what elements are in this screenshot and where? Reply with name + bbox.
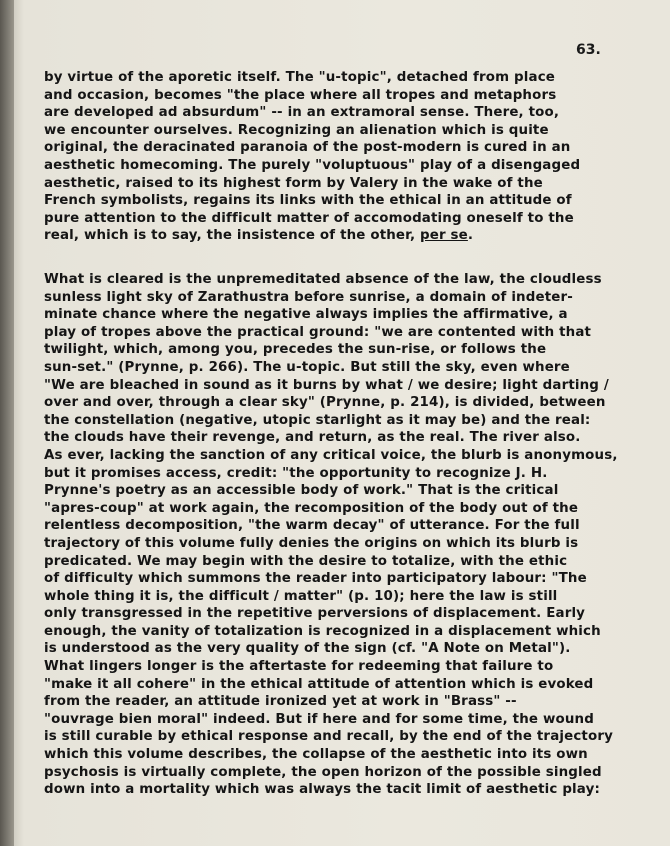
text-line: play of tropes above the practical ground: "we are contented with that bbox=[44, 324, 592, 340]
text-line: relentless decomposition, "the warm decay" of utterance. For the full bbox=[44, 518, 580, 534]
text-line: pure attention to the difficult matter of accomodating oneself to the bbox=[44, 210, 574, 226]
text-line: enough, the vanity of totalization is recognized in a displacement which bbox=[44, 623, 601, 639]
text-line: down into a mortality which was always the tacit limit of aesthetic play: bbox=[44, 782, 600, 798]
underlined-phrase: per se bbox=[420, 228, 468, 244]
text-line: is still curable by ethical response and recall, by the end of the trajectory bbox=[44, 729, 613, 745]
text-line: "apres-coup" at work again, the recomposition of the body out of the bbox=[44, 500, 579, 516]
text-line: and occasion, becomes "the place where all tropes and metaphors bbox=[44, 87, 557, 103]
paragraph-1 bbox=[44, 69, 666, 245]
text-line: trajectory of this volume fully denies the origins on which its blurb is bbox=[44, 535, 579, 551]
text-line: "make it all cohere" in the ethical attitude of attention which is evoked bbox=[44, 676, 594, 692]
text-line: What is cleared is the unpremeditated absence of the law, the cloudless bbox=[44, 272, 602, 287]
text-line: minate chance where the negative always implies the affirmative, a bbox=[44, 307, 568, 323]
text-line: psychosis is virtually complete, the open horizon of the possible singled bbox=[44, 764, 602, 780]
text-line: by virtue of the aporetic itself. The "u-topic", detached from place bbox=[44, 70, 556, 85]
text-line: "We are bleached in sound as it burns by what / we desire; light darting / bbox=[44, 377, 609, 393]
text-run: real, which is to say, the insistence of the other, bbox=[44, 228, 420, 244]
text-line: As ever, lacking the sanction of any critical voice, the blurb is anonymous, bbox=[44, 447, 618, 463]
text-line: from the reader, an attitude ironized yet at work in "Brass" -- bbox=[44, 694, 517, 710]
text-run: . bbox=[467, 228, 474, 244]
text-line: predicated. We may begin with the desire to totalize, with the ethic bbox=[44, 553, 568, 569]
text-line: sun-set." (Prynne, p. 266). The u-topic. But still the sky, even where bbox=[44, 359, 570, 375]
text-line: only transgressed in the repetitive perversions of displacement. Early bbox=[44, 606, 586, 622]
text-line: which this volume describes, the collapse of the aesthetic into its own bbox=[44, 747, 588, 763]
text-line: are developed ad absurdum" -- in an extramoral sense. There, too, bbox=[44, 105, 560, 121]
text-line-last bbox=[44, 227, 666, 245]
text-line: What lingers longer is the aftertaste for redeeming that failure to bbox=[44, 659, 554, 675]
text-line: we encounter ourselves. Recognizing an alienation which is quite bbox=[44, 122, 549, 138]
paragraph-2 bbox=[44, 271, 666, 799]
text-line: the clouds have their revenge, and return, as the real. The river also. bbox=[44, 430, 581, 446]
text-line: of difficulty which summons the reader into participatory labour: "The bbox=[44, 571, 587, 587]
text-line: twilight, which, among you, precedes the sun-rise, or follows the bbox=[44, 342, 547, 358]
text-line: the constellation (negative, utopic starlight as it may be) and the real: bbox=[44, 412, 591, 428]
text-line: "ouvrage bien moral" indeed. But if here and for some time, the wound bbox=[44, 711, 594, 727]
page-spine-shadow bbox=[0, 0, 14, 846]
text-line: is understood as the very quality of the sign (cf. "A Note on Metal"). bbox=[44, 641, 571, 657]
text-line: but it promises access, credit: "the opportunity to recognize J. H. bbox=[44, 465, 548, 481]
text-line: aesthetic homecoming. The purely "voluptuous" play of a disengaged bbox=[44, 157, 581, 173]
text-line: over and over, through a clear sky" (Prynne, p. 214), is divided, between bbox=[44, 395, 606, 411]
text-line: sunless light sky of Zarathustra before sunrise, a domain of indeter- bbox=[44, 289, 573, 305]
text-line: whole thing it is, the difficult / matter" (p. 10); here the law is still bbox=[44, 588, 558, 604]
text-line: Prynne's poetry as an accessible body of work." That is the critical bbox=[44, 483, 559, 499]
text-line: French symbolists, regains its links with the ethical in an attitude of bbox=[44, 193, 572, 209]
text-line: original, the deracinated paranoia of the post-modern is cured in an bbox=[44, 140, 571, 156]
text-line: aesthetic, raised to its highest form by Valery in the wake of the bbox=[44, 175, 543, 191]
page-number: 63. bbox=[576, 42, 601, 58]
